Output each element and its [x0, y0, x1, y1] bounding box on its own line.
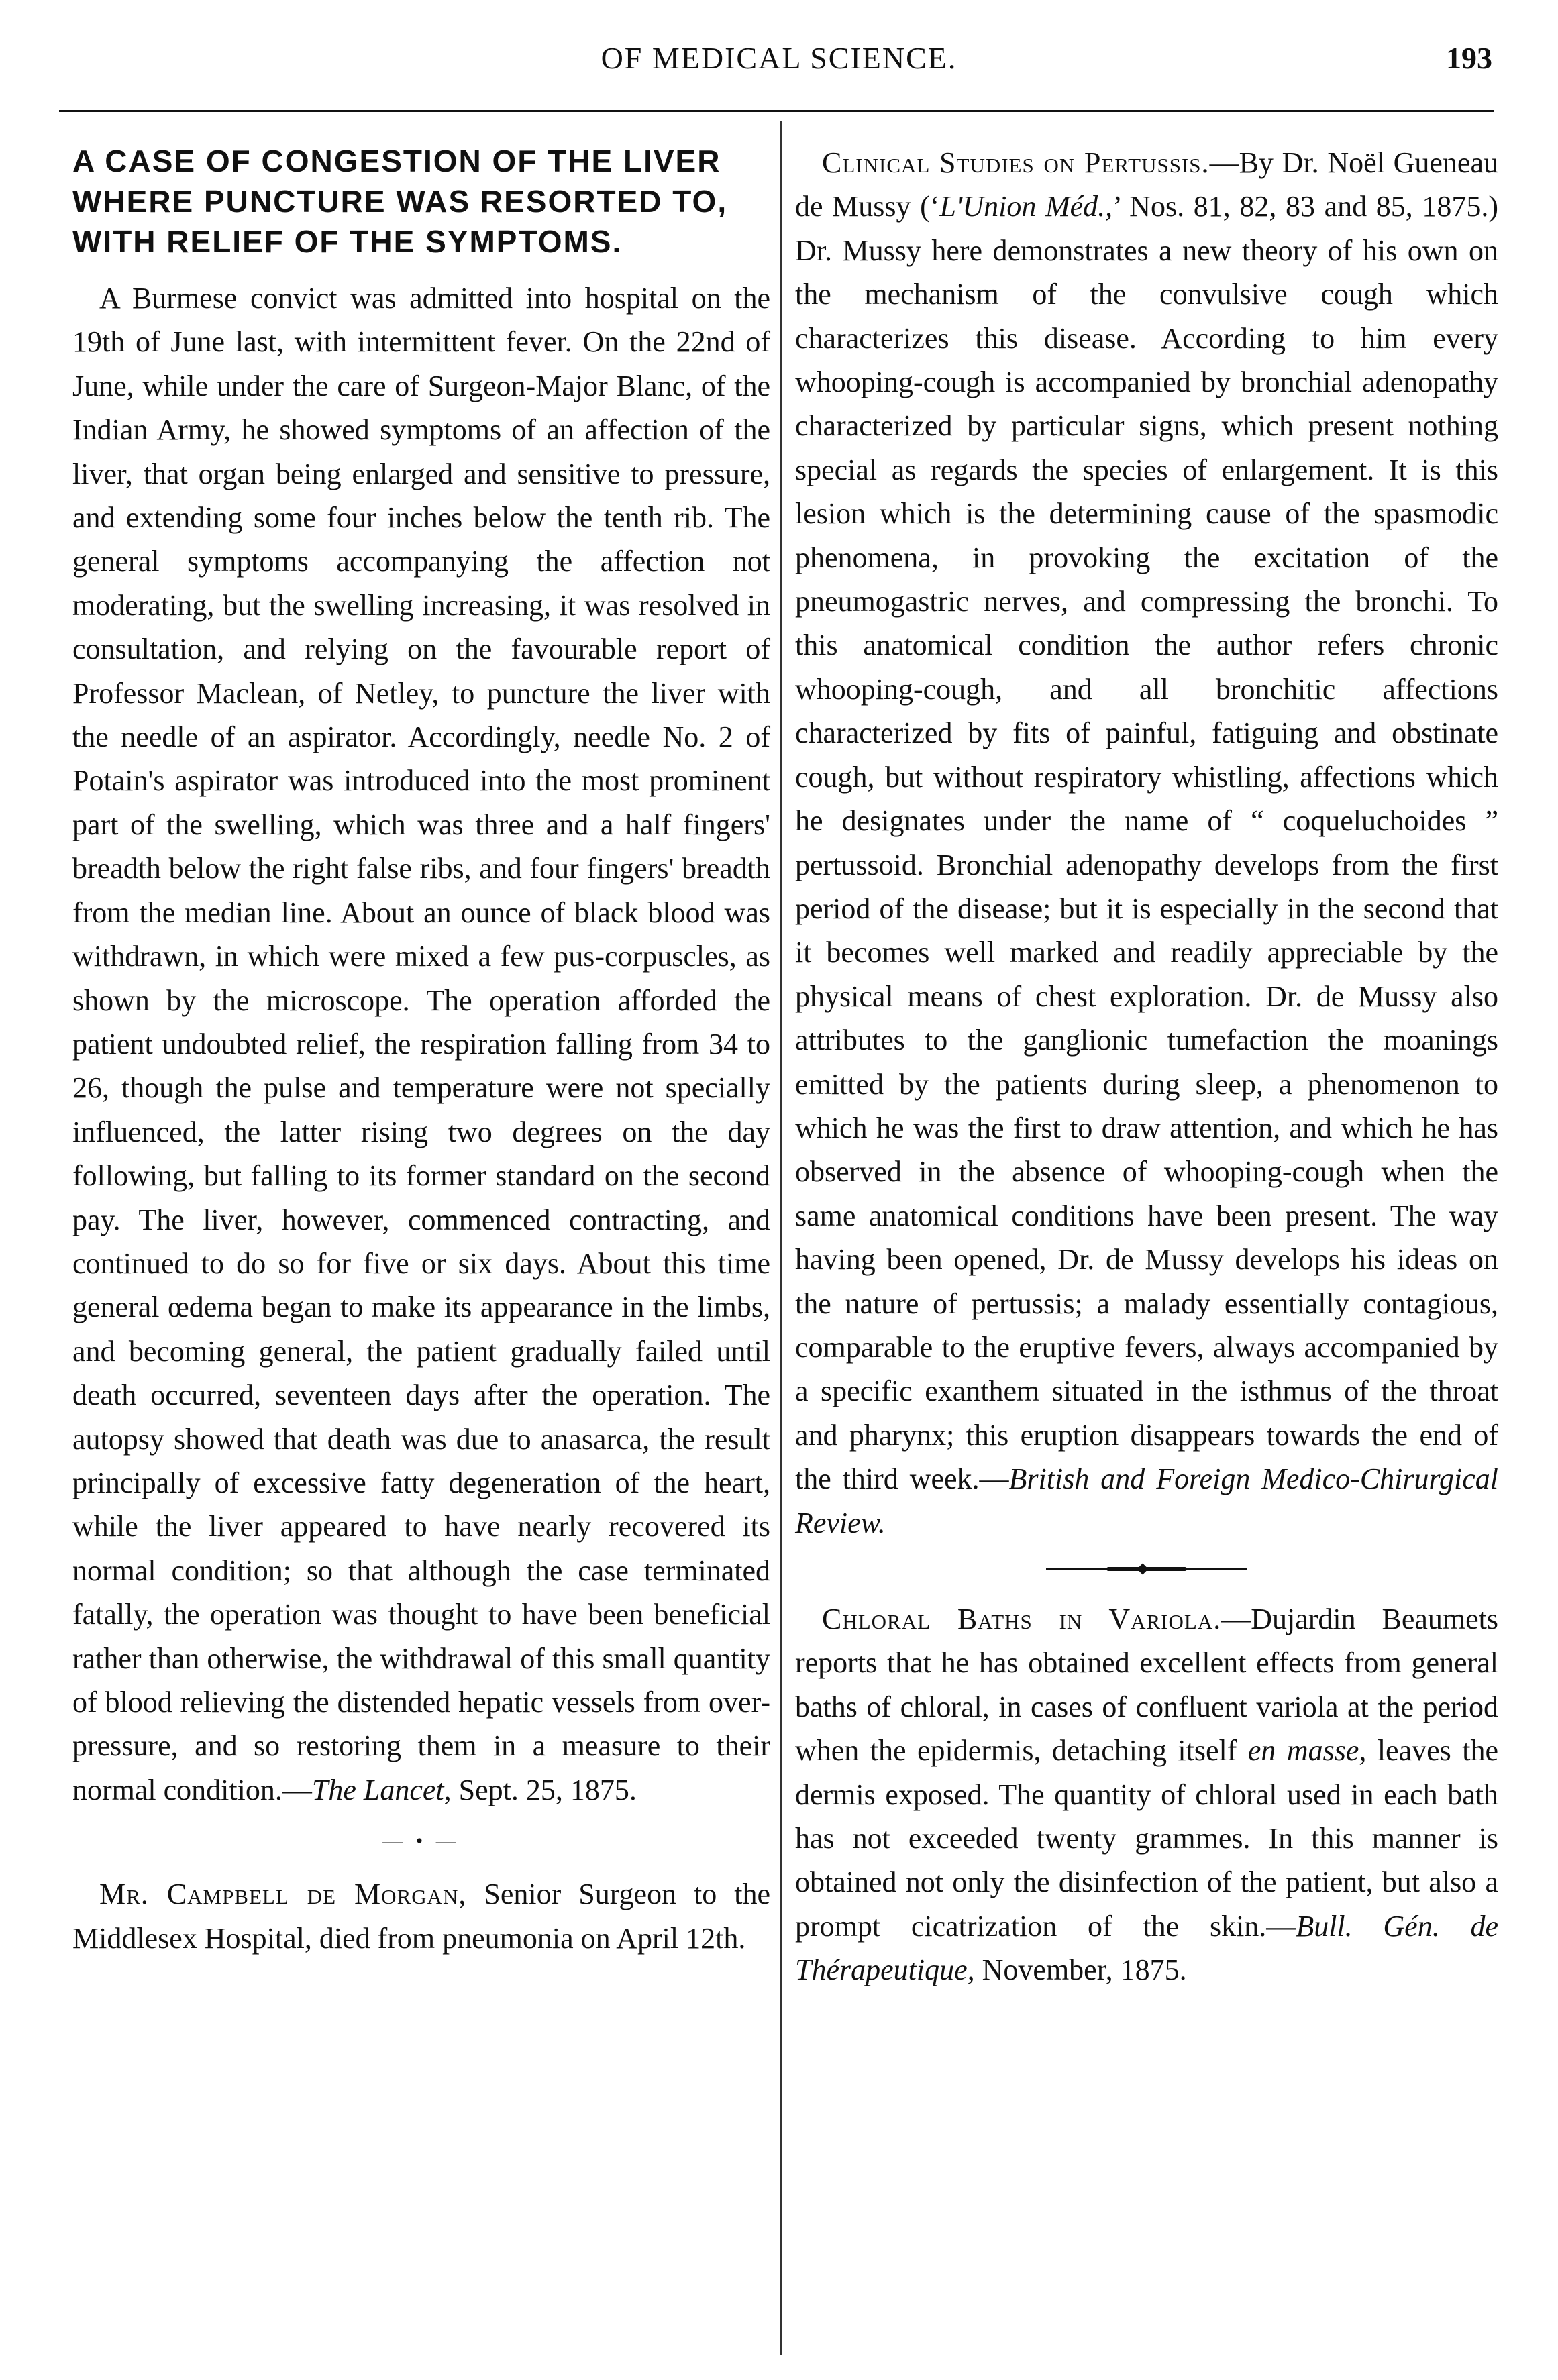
left-column [72, 141, 770, 1960]
article-body [72, 276, 770, 1812]
ornament-divider: — • — [382, 1830, 460, 1853]
right-column [795, 141, 1498, 1992]
article-title: Chloral Baths in Variola. [822, 1603, 1222, 1635]
journal-name: L'Union Méd., [939, 190, 1113, 223]
header-rule [59, 110, 1494, 112]
source-date: November, 1875. [974, 1953, 1187, 1987]
article-heading: A CASE OF CONGESTION OF THE LIVER WHERE PUNCTURE WAS RESORTED TO, WITH RELIEF OF THE SYMPTOMS. [72, 144, 728, 259]
italic-phrase: en masse, [1247, 1734, 1367, 1768]
column-divider [780, 121, 782, 2355]
article-body-text: Senior Surgeon to the Middlesex Hospital, died from pneumonia on April 12th. [72, 1878, 770, 1955]
article-body-text-cont: leaves the dermis exposed. The quantity of chloral used in each bath has not exceeded twenty grammes. In this manner is obtained not only the disinfection of the patient, but also a prompt cicatrization of the skin.— [795, 1734, 1498, 1943]
article-body-text: ’ Nos. 81, 82, 83 and 85, 1875.) Dr. Mussy here demonstrates a new theory of his own on the mechanism of the convulsive cough which characterizes this disease. According to him every whooping-cough is accompanied by bronchial adenopathy characterized by particular signs, which present nothing special as regards the species of enlargement. It is this lesion which is the determining cause of the spasmodic phenomena, in provoking the excitation of the pneumogastric nerves, and compressing the bronchi. To this anatomical condition the author refers chronic whooping-cough, and all bronchitic affections characterized by fits of painful, fatiguing and obstinate cough, but without respiratory whistling, affections which he designates under the name of “ coqueluchoides ” pertussoid. Bronchial adenopathy develops from the first period of the disease; but it is especially in the second that it becomes well marked and readily appreciable by the physical means of chest exploration. Dr. de Mussy also attributes to the ganglionic tumefaction the moanings emitted by the patients during sleep, a phenomenon to which he was the first to draw attention, and which he has observed in the absence of whooping-cough when the same anatomical conditions have been present. The way having been opened, Dr. de Mussy develops his ideas on the nature of pertussis; a malady essentially contagious, comparable to the eruptive fevers, always accompanied by a specific exanthem situated in the isthmus of the throat and pharynx; this eruption disappears towards the end of the third week.— [795, 190, 1499, 1496]
person-name: Mr. Campbell de Morgan, [99, 1878, 467, 1911]
article-body [72, 1872, 770, 1960]
source-journal: The Lancet, [311, 1773, 452, 1806]
article-liver-congestion [72, 141, 770, 1812]
article-body [795, 141, 1498, 1545]
ornament-diamond [1137, 1564, 1149, 1575]
article-obituary [72, 1872, 770, 1960]
article-body-text: A Burmese convict was admitted into hospital on the 19th of June last, with intermittent fever. On the 22nd of June, while under the care of Surgeon-Major Blanc, of the Indian Army, he showed symptoms of an affection of the liver, that organ being enlarged and sensitive to pressure, and extending some four inches below the tenth rib. The general symptoms accompanying the affection not moderating, but the swelling increasing, it was resolved in consultation, and relying on the favourable report of Professor Maclean, of Netley, to puncture the liver with the needle of an aspirator. Accordingly, needle No. 2 of Potain's aspirator was introduced into the most prominent part of the swelling, which was three and a half fingers' breadth below the right false ribs, and four fingers' breadth from the median line. About an ounce of black blood was withdrawn, in which were mixed a few pus-corpuscles, as shown by the microscope. The operation afforded the patient undoubted relief, the respiration falling from 34 to 26, though the pulse and temperature were not specially influenced, the latter rising two degrees on the day following, but falling to its former standard on the second pay. The liver, however, commenced contracting, and continued to do so for five or six days. About this time general œdema began to make its appearance in the limbs, and becoming general, the patient gradually failed until death occurred, seventeen days after the operation. The autopsy showed that death was due to anasarca, the result principally of excessive fatty degeneration of the heart, while the liver appeared to have nearly recovered its normal condition; so that although the case terminated fatally, the operation was thought to have been beneficial rather than otherwise, the withdrawal of this small quantity of blood relieving the distended hepatic vessels from over-pressure, and so restoring them in a measure to their normal condition.— [72, 282, 770, 1806]
article-body [795, 1597, 1498, 1992]
article-intro-text: —By Dr. Noël Gueneau de Mussy (‘ [795, 146, 1498, 223]
ornament-rule-divider [1046, 1565, 1247, 1573]
source-date: Sept. 25, 1875. [451, 1773, 637, 1806]
source-journal: British and Foreign Medico-Chirurgical Review. [795, 1462, 1498, 1539]
page-number: 193 [1446, 41, 1492, 75]
article-title: Clinical Studies on Pertussis. [822, 146, 1210, 179]
article-pertussis [795, 141, 1498, 1545]
article-chloral-baths [795, 1597, 1498, 1992]
running-title: OF MEDICAL SCIENCE. [601, 41, 957, 75]
article-body-text: —Dujardin Beaumets reports that he has obtained excellent effects from general baths of chloral, in cases of confluent variola at the period when the epidermis, detaching itself [795, 1603, 1498, 1768]
running-head [0, 40, 1558, 87]
source-journal: Bull. Gén. de Thérapeutique, [795, 1909, 1498, 1987]
